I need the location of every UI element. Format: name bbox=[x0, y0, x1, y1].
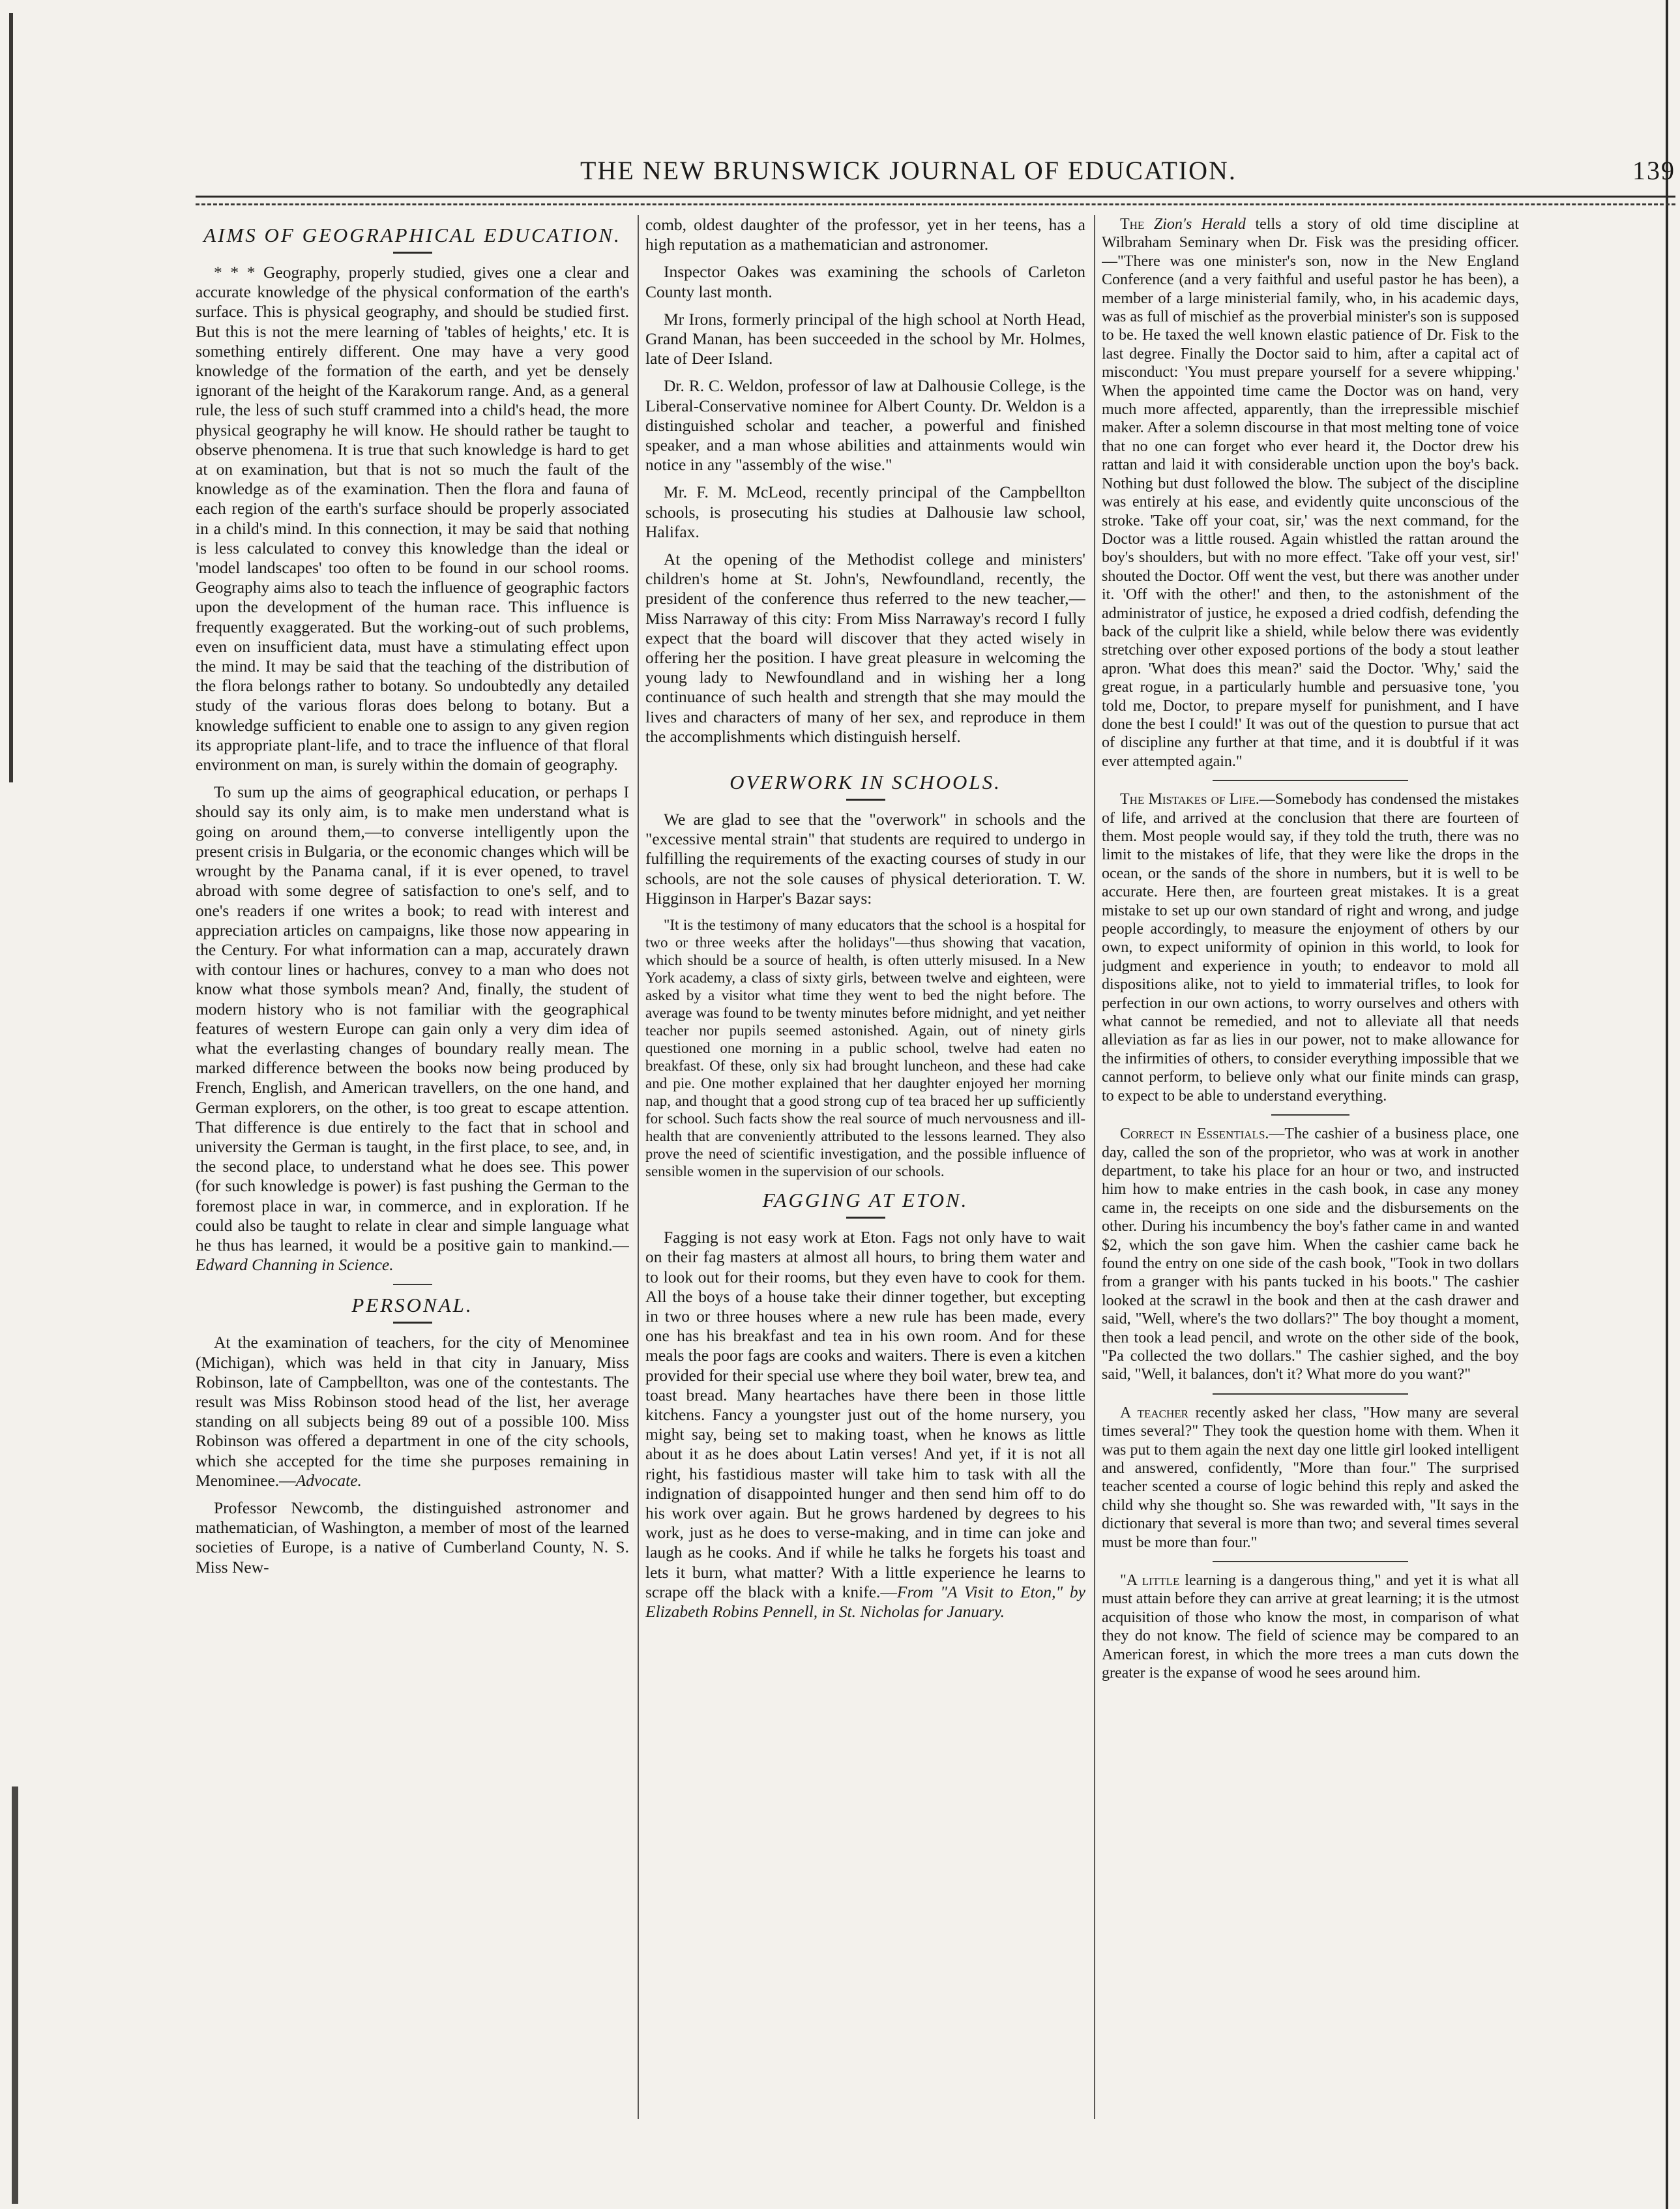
personal-paragraph-1 bbox=[196, 1333, 629, 1490]
section-separator bbox=[393, 1284, 432, 1285]
binding-mark-top bbox=[9, 13, 13, 782]
personal-paragraph-7: Mr. F. M. McLeod, recently principal of the Campbellton schools, is prosecuting his studies at Dalhousie law school, Halifax. bbox=[645, 482, 1085, 541]
geography-paragraph-2-text: To sum up the aims of geographical education, or perhaps I should say its only aim, is to make men understand what is going on around them,—to converse intelligently upon the present crisis in Bulgaria, or the economic changes which will be wrought by the Panama canal, if it is ever opened, to travel abroad with some degree of satisfaction to one's self, and to one's readers if one writes a book; to read with interest and appreciation articles on campaigns, like those now appearing in the Century. For what information can a map, accurately drawn with contour lines or hachures, convey to a man who does not know what those symbols mean? And, finally, the student of modern history who is not familiar with the geographical features of western Europe can gain only a very dim idea of what the everlasting changes of boundary really mean. The marked difference between the books now being produced by French, English, and American travellers, on the one hand, and German explorers, on the other, is too great to escape attention. That difference is due entirely to the fact that in school and university the German is taught, in the first place, to see, and, in the second place, to understand what he does see. This power (for such knowledge is power) is fast pushing the German to the foremost place in war, in commerce, and in exploration. If he could also be taught to relate in clear and simple language what he thus has learned, it would be a positive gain to mankind.— bbox=[196, 782, 629, 1254]
fagging-paragraph-text: Fagging is not easy work at Eton. Fags not only have to wait on their fag masters at almost all hours, to bring them water and to look out for their rooms, but they even have to cook for them. All the boys of a house take their dinner together, but excepting in two or three houses where a new rule has been made, every one has his breakfast and tea in his own room. And for these meals the poor fags are cooks and waiters. There is even a kitchen provided for their special use where they boil water, brew tea, and toast bread. Many heartaches have there been in those little kitchens. Fancy a youngster just out of the home nursery, you might say, being set to making toast, when he knows as little about it as he does about Latin verses! And yet, if it is not all right, his fastidious master will take him to task with all the indignation of disappointed hunger and then send him off to do his work over again. But he grows hardened by degrees to his work, just as he does to verse-making, and in time can joke and laugh as he cooks. And if while he talks he forgets his toast and lets it burn, what matter? With a little experience he learns to scrape off the black with a knife.— bbox=[645, 1228, 1085, 1601]
correct-in-essentials bbox=[1102, 1125, 1519, 1384]
column-2 bbox=[645, 215, 1085, 2184]
zions-herald: Zion's Herald bbox=[1153, 216, 1246, 233]
title-rule bbox=[393, 1322, 432, 1324]
discipline-story bbox=[1102, 215, 1519, 771]
overwork-paragraph-2: "It is the testimony of many educators that the school is a hospital for two or three weeks after the holidays"—thus showing that vacation, which should be a source of health, is often utterly misused. In a New York academy, a class of sixty girls, between twelve and eighteen, were asked by a visitor what time they went to bed the night before. The average was found to be twenty minutes before midnight, and yet neither teacher nor pupils seemed astonished. Again, out of ninety girls questioned one morning in a public school, twelve had eaten no breakfast. Of these, only six had brought luncheon, and these had cake and pie. One mother explained that her daughter enjoyed her morning nap, and thought that a good strong cup of tea braced her up sufficiently for school. Such facts show the real source of much nervousness and ill-health that are conveniently attributed to the lessons learned. They also prove the need of scientific investigation, and the possible influence of sensible women in the supervision of our schools. bbox=[645, 917, 1085, 1180]
section-separator bbox=[1213, 780, 1408, 781]
binding-mark-bottom bbox=[12, 1786, 18, 2204]
header-dashed-rule bbox=[196, 203, 1675, 205]
header-rule bbox=[196, 196, 1675, 198]
correct-lead: Correct in Essentials. bbox=[1120, 1125, 1269, 1143]
personal-paragraph-2: Professor Newcomb, the distinguished astronomer and mathematician, of Washington, a member of most of the learned societies of Europe, is a native of Cumberland County, N. S. Miss New- bbox=[196, 1498, 629, 1577]
section-separator bbox=[1213, 1561, 1408, 1562]
teacher-text: recently asked her class, "How many are several times several?" They took the question home with them. When it was put to them again the next day one little girl looked intelligent and answered, confidently, "More than four." The surprised teacher scented a course of logic behind this reply and asked the child why she thought so. She was rewarded with, "It says in the dictionary that several is more than two; and several times several must be more than four." bbox=[1102, 1404, 1519, 1551]
learning-text: learning is a dangerous thing," and yet it is what all must attain before they can arrive at great learning; it is the utmost acquisition of those who know the most, in comparison of what they do not know. The field of science may be compared to an American forest, in which the more trees a man cuts down the greater is the expanse of wood he sees around him. bbox=[1102, 1572, 1519, 1682]
section-title-fagging: FAGGING AT ETON. bbox=[762, 1189, 969, 1212]
column-divider-1 bbox=[638, 215, 639, 2119]
mistakes-lead: The Mistakes of Life. bbox=[1120, 791, 1260, 808]
column-3 bbox=[1102, 215, 1519, 2184]
fagging-source: From "A Visit to Eton," by Elizabeth Robins Pennell, in St. Nicholas for January. bbox=[645, 1582, 1085, 1621]
page-edge-right bbox=[1666, 0, 1668, 2209]
several-times-several bbox=[1102, 1404, 1519, 1552]
section-title-geography: AIMS OF GEOGRAPHICAL EDUCATION. bbox=[203, 224, 621, 246]
section-title-personal: PERSONAL. bbox=[351, 1294, 473, 1317]
personal-paragraph-4: Inspector Oakes was examining the schools of Carleton County last month. bbox=[645, 262, 1085, 301]
section-separator bbox=[1271, 1114, 1349, 1116]
title-rule bbox=[846, 1217, 885, 1219]
personal-paragraph-1-text: At the examination of teachers, for the city of Menominee (Michigan), which was held in that city in January, Miss Robinson, late of Campbellton, was one of the contestants. The result was Miss Robinson stood head of the list, her average standing on all subjects being 89 out of a possible 100. Miss Robinson was offered a department in one of the city schools, which she accepted for the time she purposes remaining in Menominee.— bbox=[196, 1333, 629, 1490]
overwork-paragraph-1: We are glad to see that the "overwork" in schools and the "excessive mental strain" that students are required to undergo in fulfilling the requirements of the exacting courses of study in our schools, are not the sole causes of physical deterioration. T. W. Higginson in Harper's Bazar says: bbox=[645, 810, 1085, 908]
section-title-overwork: OVERWORK IN SCHOOLS. bbox=[729, 771, 1001, 794]
journal-title: THE NEW BRUNSWICK JOURNAL OF EDUCATION. bbox=[580, 156, 1237, 185]
discipline-lead: The bbox=[1120, 216, 1145, 233]
mistakes-of-life bbox=[1102, 790, 1519, 1105]
section-separator bbox=[1213, 1393, 1408, 1395]
binding-edge bbox=[0, 0, 39, 2209]
personal-source: Advocate. bbox=[295, 1470, 362, 1490]
fagging-paragraph-1 bbox=[645, 1228, 1085, 1622]
title-rule bbox=[393, 252, 432, 254]
teacher-lead: A teacher bbox=[1120, 1404, 1188, 1421]
page-number: 139 bbox=[1632, 156, 1675, 185]
geography-source: Edward Channing in Science. bbox=[196, 1255, 394, 1275]
mistakes-text: —Somebody has condensed the mistakes of life, and arrived at the conclusion that there are fourteen of them. Most people would say, if they told the truth, there was no limit to the mistakes of life, that they were like the drops in the ocean, or the sands of the shore in numbers, but it is well to be accurate. Here then, are fourteen great mistakes. It is a great mistake to set up our own standard of right and wrong, and judge people accordingly, to measure the enjoyment of others by our own, to expect uniformity of opinion in this world, to look for judgment and experience in youth; to endeavor to mold all dispositions alike, not to yield to immaterial trifles, to look for perfection in our own actions, to worry ourselves and others with what cannot be remedied, and not to alleviate all that needs alleviation as far as lies in our power, not to make allowance for the infirmities of others, to consider everything impossible that we cannot perform, to believe only what our finite minds can grasp, to expect to be able to understand everything. bbox=[1102, 791, 1519, 1104]
learning-lead: "A little bbox=[1120, 1572, 1180, 1590]
geography-paragraph-1: * * * Geography, properly studied, gives one a clear and accurate knowledge of the physical conformation of the earth's surface. This is physical geography, and should be studied first. But this is not the mere learning of 'tables of heights,' etc. It is something entirely different. One may have a very good knowledge of the formation of the earth, and yet be densely ignorant of the height of the Karakorum range. And, as a general rule, the less of such stuff crammed into a child's head, the more physical geography he will know. He should rather be taught to observe phenomena. It is true that such knowledge is hard to get at on examination, but that is not so much the fault of the knowledge as of the examination. Then the flora and fauna of each region of the earth's surface should be properly associated in a child's mind. In this connection, it may be said that nothing is less calculated to convey this knowledge than the ideal or 'model landscapes' too often to be found in our school rooms. Geography aims also to teach the influence of geographic factors upon the development of the human race. This influence is frequently exaggerated. But the working-out of such problems, even on insufficient data, must have a stimulating effect upon the mind. It may be said that the teaching of the distribution of the flora belongs rather to botany. So undoubtedly any detailed study of the various floras does belong to botany. But a knowledge sufficient to enable one to assign to any given region its appropriate plant-life, and to trace the influence of that floral environment on man, is surely within the domain of geography. bbox=[196, 263, 629, 775]
column-1 bbox=[196, 215, 629, 2184]
personal-paragraph-8: At the opening of the Methodist college and ministers' children's home at St. John's, Newfoundland, recently, the president of the conference thus referred to the new teacher,—Miss Narraway of this city: From Miss Narraway's record I fully expect that the board will discover that they acted wisely in offering her the position. I have great pleasure in welcoming the young lady to Newfoundland and in wishing her a long continuance of such health and strength that she may mould the lives and characters of many of her sex, and reproduce in them the accomplishments which distinguish herself. bbox=[645, 550, 1085, 746]
column-divider-2 bbox=[1094, 215, 1095, 2119]
running-head bbox=[196, 151, 1675, 190]
little-learning bbox=[1102, 1571, 1519, 1682]
geography-paragraph-2 bbox=[196, 782, 629, 1275]
correct-text: —The cashier of a business place, one day, called the son of the proprietor, who was at work in another department, to take his place for an hour or two, and instructed him how to make entries in the cash book, in case any money came in, the receipts on one side and the disbursements on the other. During his incumbency the boy's father came in and wanted $2, which the son gave him. When the cashier came back he found the entry on one side of the cash book, "Took in two dollars from a granger with his pants tucked in his boots." The cashier looked at the scrawl in the book and then at the cash drawer and said, "Well, where's the two dollars?" The boy thought a moment, then took a lead pencil, and wrote on the other side of the book, "Pa collected the two dollars." The cashier sighed, and the boy said, "Well, it balances, don't it? What more do you want?" bbox=[1102, 1125, 1519, 1384]
personal-paragraph-6: Dr. R. C. Weldon, professor of law at Dalhousie College, is the Liberal-Conservative nominee for Albert County. Dr. Weldon is a distinguished scholar and teacher, a powerful and finished speaker, and a man whose abilities and attainments would win notice in any "assembly of the wise." bbox=[645, 376, 1085, 475]
personal-paragraph-5: Mr Irons, formerly principal of the high school at North Head, Grand Manan, has been succeeded in the school by Mr. Holmes, late of Deer Island. bbox=[645, 309, 1085, 368]
personal-paragraph-3: comb, oldest daughter of the professor, yet in her teens, has a high reputation as a mathematician and astronomer. bbox=[645, 215, 1085, 254]
discipline-text: tells a story of old time discipline at Wilbraham Seminary when Dr. Fisk was the presiding officer.—"There was one minister's son, now in the New England Conference (and a very faithful and useful pastor he has been), a member of a large ministerial family, who, in his academic days, was as full of mischief as the proverbial minister's son is supposed to be. He taxed the well known elastic patience of Dr. Fisk to the last degree. Finally the Doctor said to him, after a capital act of misconduct: 'You must prepare yourself for a severe whipping.' When the appointed time came the Doctor was on hand, very much more affected, apparently, than the irrepressible mischief maker. After a solemn discourse in that most melting tone of voice that no one can forget who ever heard it, the Doctor drew his rattan and laid it with considerable unction upon the boy's back. Nothing but dust followed the blow. The subject of the discipline was entirely at his ease, and evidently quite unconscious of the stroke. 'Take off your coat, sir,' was the next command, for the Doctor was a little roused. Again whistled the rattan around the boy's shoulders, but with no more effect. 'Take off your vest, sir!' shouted the Doctor. Off went the vest, but there was another under it. 'Off with the other!' and then, to the astonishment of the administrator of justice, he exposed a dried codfish, defending the back of the culprit like a shield, while below there was evidently stretching over other exposed portions of the body a stout leather apron. 'What does this mean?' said the Doctor. 'Why,' said the great rogue, in a particularly humble and persuasive tone, 'you told me, Doctor, to prepare myself for punishment, and I have done the best I could!' It was out of the question to pursue that act of discipline any further at that time, and it is doubtful if it was ever attempted again." bbox=[1102, 216, 1519, 770]
title-rule bbox=[846, 799, 885, 801]
